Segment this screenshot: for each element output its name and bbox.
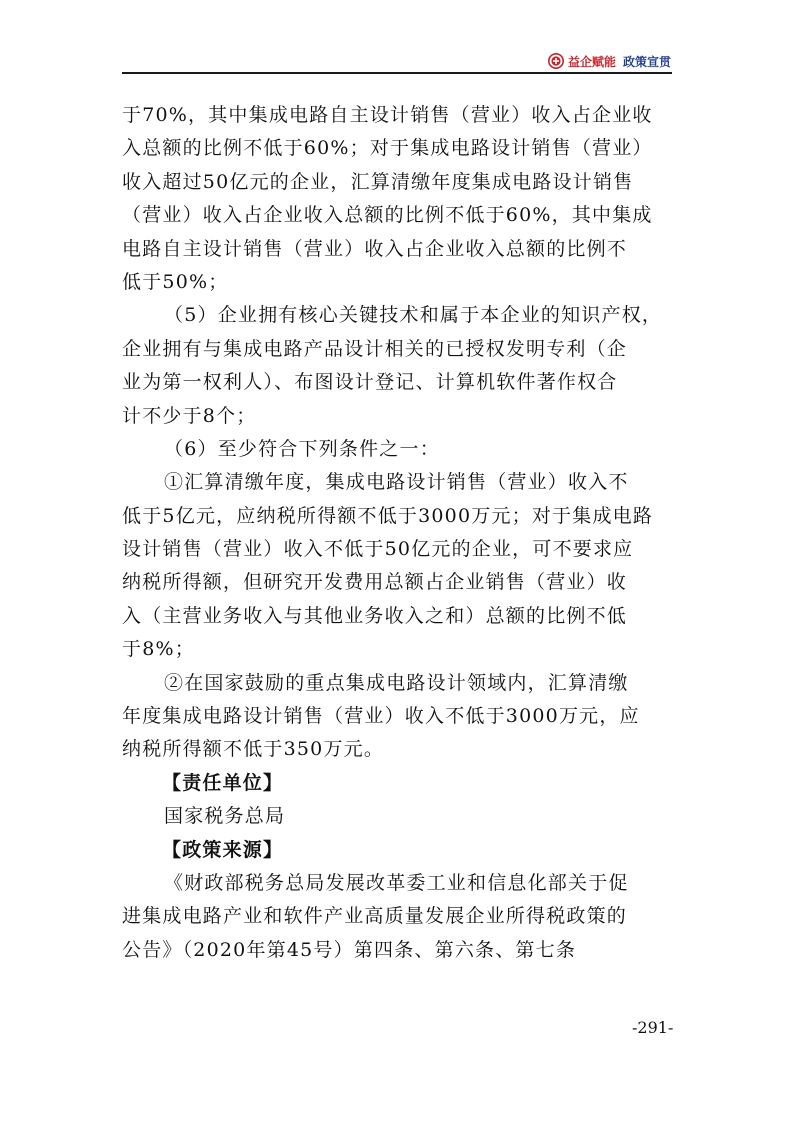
item-6-start: （6）至少符合下列条件之一： (164, 437, 440, 460)
text-line: 纳税所得额，但研究开发费用总额占企业销售（营业）收 (122, 571, 628, 594)
brand-slogan: 政策宣贯 (622, 54, 671, 69)
text-line: 设计销售（营业）收入不低于50亿元的企业，可不要求应 (122, 538, 634, 561)
item-5-start: （5）企业拥有核心关键技术和属于本企业的知识产权， (164, 304, 663, 327)
text-line: 进集成电路产业和软件产业高质量发展企业所得税政策的 (122, 905, 628, 928)
text-line: 低于5亿元，应纳税所得额不低于3000万元；对于集成电路 (122, 504, 654, 527)
text-line: 低于50%； (122, 270, 229, 293)
text-line: 纳税所得额不低于350万元。 (122, 738, 385, 761)
responsible-unit-text: 国家税务总局 (164, 805, 286, 828)
text-line: 计不少于8个； (122, 404, 257, 427)
section-heading-responsible-unit: 【责任单位】 (162, 771, 284, 794)
document-body (122, 99, 674, 967)
text-line: 企业拥有与集成电路产品设计相关的已授权发明专利（企 (122, 337, 628, 360)
condition-2-start: ②在国家鼓励的重点集成电路设计领域内，汇算清缴 (164, 671, 629, 694)
text-line: 业为第一权利人）、布图设计登记、计算机软件著作权合 (122, 371, 618, 394)
policy-source-start: 《财政部税务总局发展改革委工业和信息化部关于促 (164, 871, 629, 894)
brand-logo-icon (548, 53, 564, 69)
text-line: 公告》（2020年第45号）第四条、第六条、第七条 (122, 938, 577, 961)
text-line: 收入超过50亿元的企业，汇算清缴年度集成电路设计销售 (122, 170, 634, 193)
text-line: 于8%； (122, 638, 195, 661)
text-line: （营业）收入占企业收入总额的比例不低于60%，其中集成 (122, 204, 653, 227)
condition-1-start: ①汇算清缴年度，集成电路设计销售（营业）收入不 (164, 471, 629, 494)
section-heading-policy-source: 【政策来源】 (162, 838, 284, 861)
text-line: 于70%，其中集成电路自主设计销售（营业）收入占企业收 (122, 104, 653, 126)
header-brand (548, 51, 671, 71)
header-divider (122, 72, 672, 74)
text-line: 年度集成电路设计销售（营业）收入不低于3000万元，应 (122, 705, 640, 728)
brand-name: 益企赋能 (567, 54, 616, 69)
text-line: 入（主营业务收入与其他业务收入之和）总额的比例不低 (122, 604, 628, 627)
text-line: 入总额的比例不低于60%；对于集成电路设计销售（营业） (122, 137, 653, 160)
text-line: 电路自主设计销售（营业）收入占企业收入总额的比例不 (122, 237, 628, 260)
page-number: -291- (632, 1018, 674, 1037)
